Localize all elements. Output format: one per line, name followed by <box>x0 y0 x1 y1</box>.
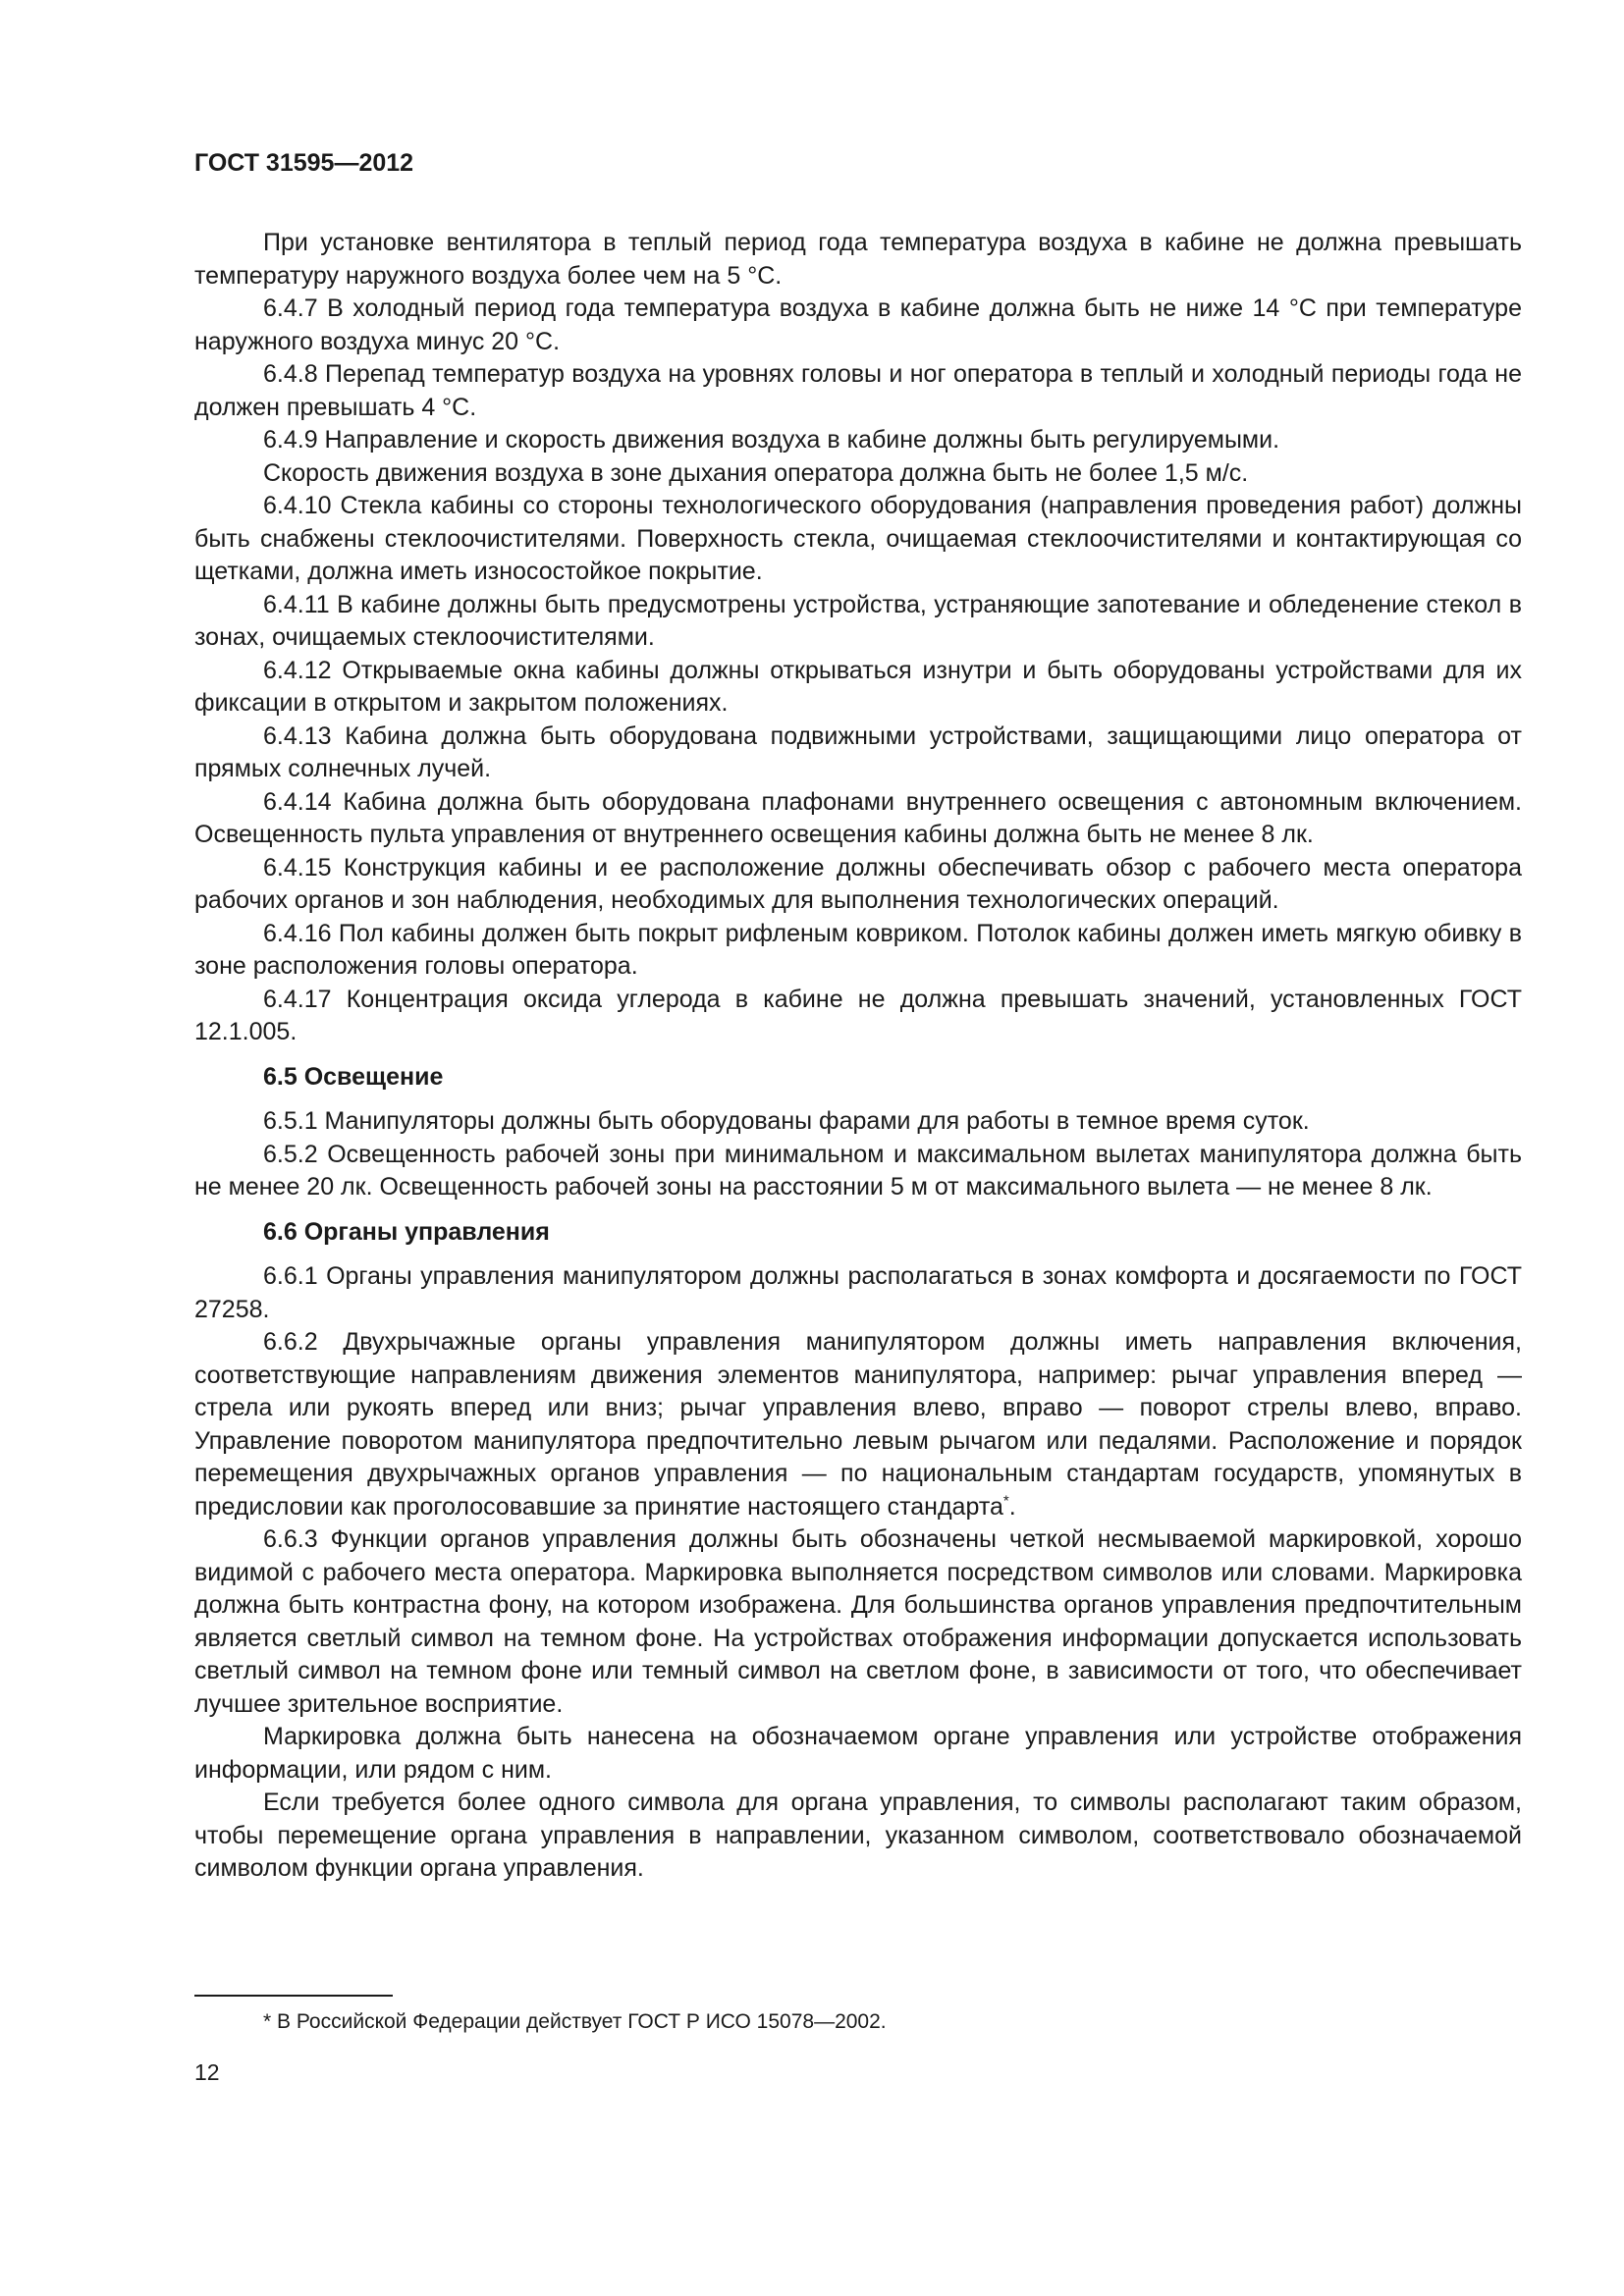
footnote-divider <box>194 1995 393 1997</box>
page-number: 12 <box>194 2059 220 2085</box>
document-page <box>194 147 1522 1886</box>
document-header: ГОСТ 31595—2012 <box>194 149 414 177</box>
section-heading-6-5: 6.5 Освещение <box>263 1062 444 1091</box>
footnote-text: * В Российской Федерации действует ГОСТ Р ИСО 15078—2002. <box>263 2010 887 2033</box>
clause-6-6-1: 6.6.1 Органы управления манипулятором должны располагаться в зонах комфорта и досягаемости по ГОСТ 27258. <box>194 1262 1522 1323</box>
clause-6-6-2-end: . <box>1008 1492 1016 1521</box>
clause-6-6-2 <box>194 1326 1522 1523</box>
clause-6-6-3: 6.6.3 Функции органов управления должны быть обозначены четкой несмываемой маркировкой, хорошо видимой с рабочего места оператора. Маркировка выполняется посредством символов или словами. Маркировка должна быть контрастна фону, на котором изображена. Для большинства органов управления предпочтительным является светлый символ на темном фоне. На устройствах отображения информации допускается использовать светлый символ на темном фоне или темный символ на светлом фоне, в зависимости от того, что обеспечивает лучшее зрительное восприятие. <box>194 1525 1522 1718</box>
clause-6-4-16: 6.4.16 Пол кабины должен быть покрыт рифленым ковриком. Потолок кабины должен иметь мягкую обивку в зоне расположения головы оператора. <box>194 919 1522 980</box>
paragraph: Если требуется более одного символа для органа управления, то символы располагают таким образом, чтобы перемещение органа управления в направлении, указанном символом, соответствовало обозначаемой символом функции органа управления. <box>194 1789 1522 1882</box>
clause-6-4-13: 6.4.13 Кабина должна быть оборудована подвижными устройствами, защищающими лицо оператора от прямых солнечных лучей. <box>194 721 1522 782</box>
clause-6-4-9: 6.4.9 Направление и скорость движения воздуха в кабине должны быть регулируемыми. <box>263 426 1280 454</box>
clause-6-4-7: 6.4.7 В холодный период года температура воздуха в кабине должна быть не ниже 14 °C при температуре наружного воздуха минус 20 °C. <box>194 294 1522 355</box>
clause-6-4-8: 6.4.8 Перепад температур воздуха на уровнях головы и ног оператора в теплый и холодный периоды года не должен превышать 4 °C. <box>194 360 1522 421</box>
paragraph: Маркировка должна быть нанесена на обозначаемом органе управления или устройстве отображения информации, или рядом с ним. <box>194 1723 1522 1784</box>
clause-6-6-2-text: 6.6.2 Двухрычажные органы управления манипулятором должны иметь направления включения, соответствующие направлениям движения элементов манипулятора, например: рычаг управления вперед — стрела или рукоять вперед или вниз; рычаг управления влево, вправо — поворот стрелы влево, вправо. Управление поворотом манипулятора предпочтительно левым рычагом или педалями. Расположение и порядок перемещения двухрычажных органов управления — по национальным стандартам государств, упомянутых в предисловии как проголосовавшие за принятие настоящего стандарта <box>194 1328 1522 1521</box>
footnote-area <box>194 1995 1522 2036</box>
footnote-reference: * <box>1002 1492 1009 1510</box>
paragraph: Скорость движения воздуха в зоне дыхания оператора должна быть не более 1,5 м/с. <box>263 458 1249 487</box>
clause-6-4-11: 6.4.11 В кабине должны быть предусмотрены устройства, устраняющие запотевание и обледенение стекол в зонах, очищаемых стеклоочистителями. <box>194 590 1522 651</box>
clause-6-5-2: 6.5.2 Освещенность рабочей зоны при минимальном и максимальном вылетах манипулятора должна быть не менее 20 лк. Освещенность рабочей зоны на расстоянии 5 м от максимального вылета — не менее 8 лк. <box>194 1140 1522 1201</box>
clause-6-4-12: 6.4.12 Открываемые окна кабины должны открываться изнутри и быть оборудованы устройствами для их фиксации в открытом и закрытом положениях. <box>194 656 1522 717</box>
clause-6-4-14: 6.4.14 Кабина должна быть оборудована плафонами внутреннего освещения с автономным включением. Освещенность пульта управления от внутреннего освещения кабины должна быть не менее 8 лк. <box>194 787 1522 848</box>
clause-6-4-10: 6.4.10 Стекла кабины со стороны технологического оборудования (направления проведения работ) должны быть снабжены стеклоочистителями. Поверхность стекла, очищаемая стеклоочистителями и контактирующая со щетками, должна иметь износостойкое покрытие. <box>194 492 1522 585</box>
clause-6-5-1: 6.5.1 Манипуляторы должны быть оборудованы фарами для работы в темное время суток. <box>263 1107 1310 1135</box>
paragraph: При установке вентилятора в теплый период года температура воздуха в кабине не должна превышать температуру наружного воздуха более чем на 5 °C. <box>194 229 1522 290</box>
section-heading-6-6: 6.6 Органы управления <box>263 1217 550 1246</box>
clause-6-4-17: 6.4.17 Концентрация оксида углерода в кабине не должна превышать значений, установленных ГОСТ 12.1.005. <box>194 985 1522 1045</box>
clause-6-4-15: 6.4.15 Конструкция кабины и ее расположение должны обеспечивать обзор с рабочего места оператора рабочих органов и зон наблюдения, необходимых для выполнения технологических операций. <box>194 853 1522 914</box>
